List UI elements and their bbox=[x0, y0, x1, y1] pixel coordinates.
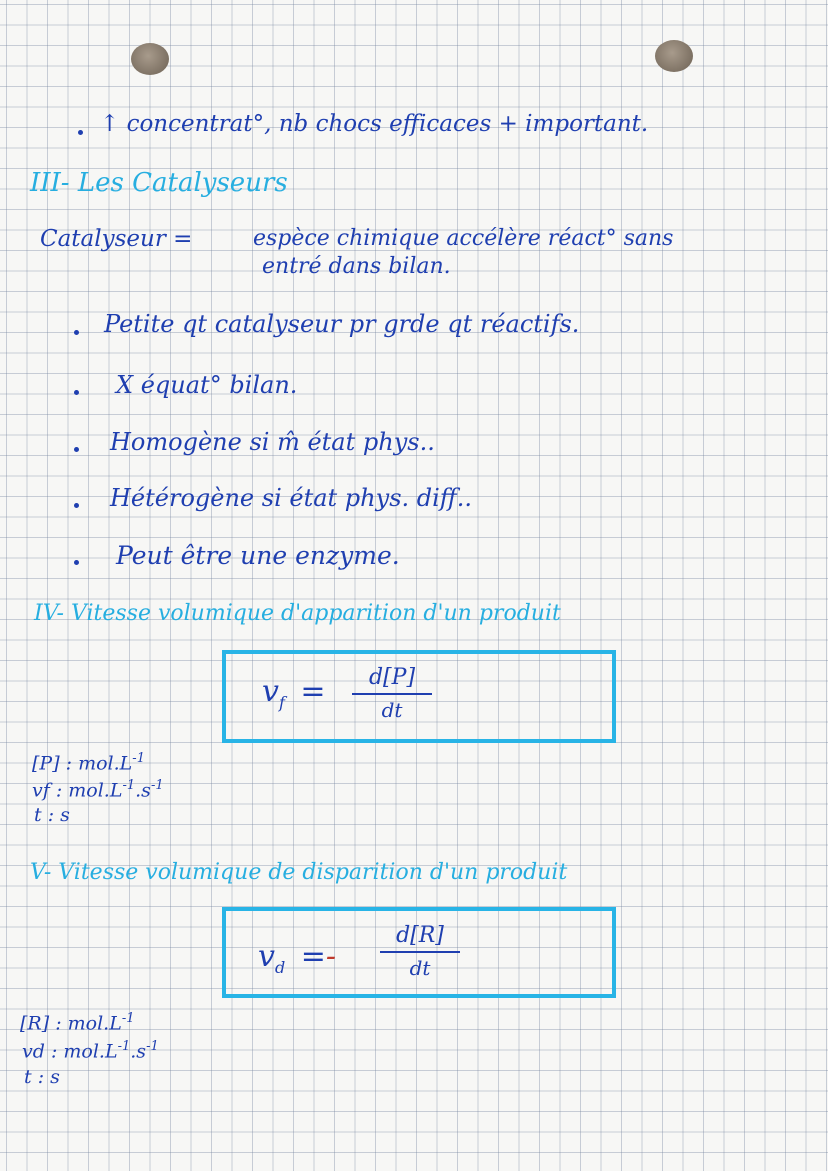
formula-fraction bbox=[380, 923, 460, 980]
definition-line-1: espèce chimique accélère réact° sans bbox=[253, 226, 674, 251]
binder-hole-right bbox=[655, 40, 693, 72]
fraction-denominator: dt bbox=[381, 697, 403, 722]
formula-lhs: $v_d$ =- bbox=[258, 939, 337, 977]
bullet-dot bbox=[74, 503, 79, 508]
list-item: Peut être une enzyme. bbox=[116, 541, 400, 570]
unit-time: t : s bbox=[34, 804, 70, 826]
section-title-apparition: IV- Vitesse volumique d'apparition d'un produit bbox=[34, 601, 561, 626]
definition-line-2: entré dans bilan. bbox=[262, 254, 451, 279]
list-item: Petite qt catalyseur pr grde qt réactifs. bbox=[104, 310, 580, 338]
formula-lhs: $v_f$ = bbox=[262, 674, 326, 712]
list-item: X équat° bilan. bbox=[116, 371, 298, 399]
bullet-dot bbox=[74, 560, 79, 565]
unit-velocity-f: vf : $mol.L^{-1}.s^{-1}$ bbox=[32, 778, 164, 802]
bullet-dot bbox=[78, 130, 83, 135]
section-title-catalyseurs: III- Les Catalyseurs bbox=[30, 168, 288, 198]
intro-line: ↑ concentrat°, nb chocs efficaces + important. bbox=[100, 111, 649, 137]
formula-fraction bbox=[352, 665, 432, 722]
unit-concentration-p: [P] : $mol.L^{-1}$ bbox=[32, 751, 145, 775]
fraction-numerator: d[R] bbox=[396, 923, 444, 948]
unit-velocity-d: vd : $mol.L^{-1}.s^{-1}$ bbox=[22, 1039, 159, 1063]
list-item: Hétérogène si état phys. diff.. bbox=[110, 484, 473, 512]
bullet-dot bbox=[74, 330, 79, 335]
unit-time: t : s bbox=[24, 1066, 60, 1088]
list-item: Homogène si m̂ état phys.. bbox=[110, 428, 435, 456]
fraction-numerator: d[P] bbox=[368, 665, 416, 690]
section-title-disparition: V- Vitesse volumique de disparition d'un produit bbox=[30, 860, 568, 885]
bullet-dot bbox=[74, 390, 79, 395]
bullet-dot bbox=[74, 447, 79, 452]
unit-concentration-r: [R] : $mol.L^{-1}$ bbox=[20, 1011, 135, 1035]
binder-hole-left bbox=[131, 43, 169, 75]
definition-label: Catalyseur = bbox=[40, 226, 193, 252]
fraction-denominator: dt bbox=[409, 955, 431, 980]
